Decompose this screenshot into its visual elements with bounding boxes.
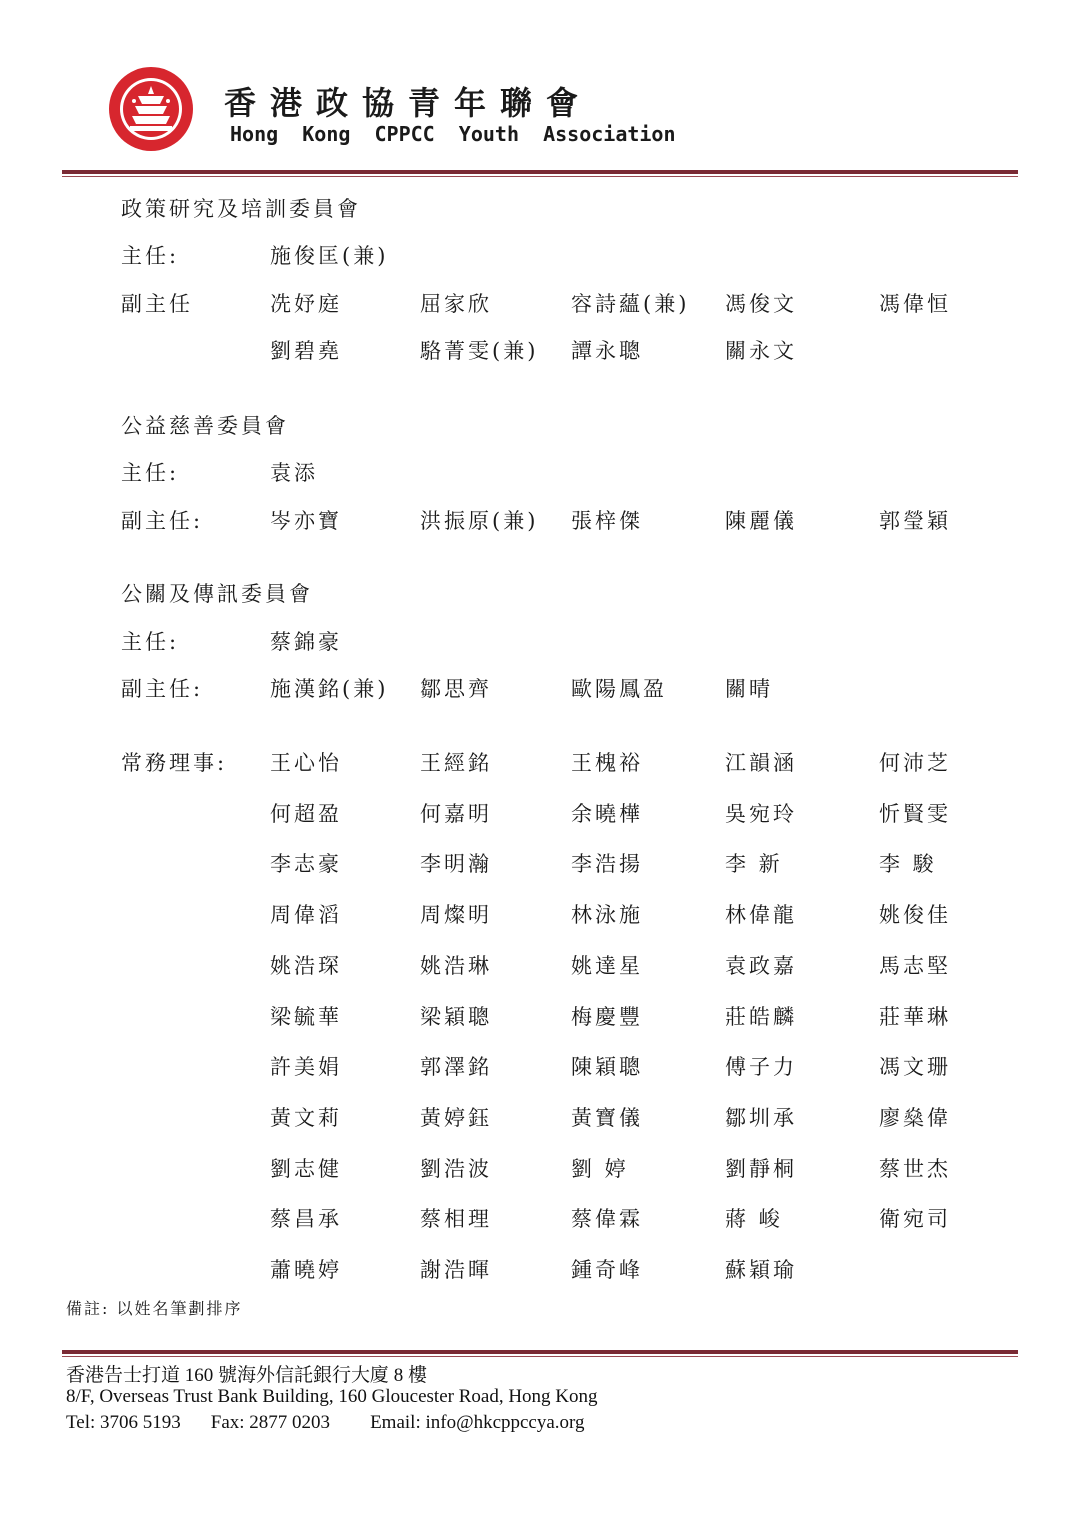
standing-director-name: 林偉龍: [725, 903, 797, 927]
standing-director-name: 周燦明: [420, 903, 492, 927]
association-title-en: Hong Kong CPPCC Youth Association: [230, 122, 676, 146]
header-divider: [62, 170, 1018, 177]
standing-director-name: 梁毓華: [270, 1005, 342, 1029]
association-logo: [108, 66, 194, 152]
policy-committee-title: 政策研究及培訓委員會: [121, 197, 361, 221]
pr-deputy: 歐陽鳳盈: [571, 677, 667, 701]
standing-director-name: 姚達星: [571, 954, 643, 978]
standing-director-name: 黃文莉: [270, 1106, 342, 1130]
policy-director: 施俊匡(兼): [270, 244, 389, 268]
charity-deputy: 郭瑩穎: [879, 509, 951, 533]
standing-director-name: 江韻涵: [725, 751, 797, 775]
standing-director-name: 蔡昌承: [270, 1207, 342, 1231]
pr-director: 蔡錦豪: [270, 630, 342, 654]
charity-deputy: 洪振原(兼): [420, 509, 539, 533]
standing-director-name: 馮文珊: [879, 1055, 951, 1079]
pr-deputy: 關晴: [725, 677, 773, 701]
policy-deputy: 駱菁雯(兼): [420, 339, 539, 363]
standing-director-name: 李志豪: [270, 852, 342, 876]
charity-deputy: 岑亦寶: [270, 509, 342, 533]
standing-director-name: 王槐裕: [571, 751, 643, 775]
standing-director-name: 蔡世杰: [879, 1157, 951, 1181]
charity-committee-title: 公益慈善委員會: [121, 414, 289, 438]
charity-deputy: 張梓傑: [571, 509, 643, 533]
standing-director-name: 陳穎聰: [571, 1055, 643, 1079]
standing-director-name: 莊華琳: [879, 1005, 951, 1029]
standing-director-name: 馬志堅: [879, 954, 951, 978]
standing-director-name: 林泳施: [571, 903, 643, 927]
standing-director-name: 蔡相理: [420, 1207, 492, 1231]
association-title-zh: 香港政協青年聯會: [224, 84, 593, 122]
standing-director-name: 鍾奇峰: [571, 1258, 643, 1282]
policy-deputy: 屈家欣: [420, 292, 492, 316]
pr-deputy: 施漢銘(兼): [270, 677, 389, 701]
standing-director-name: 王經銘: [420, 751, 492, 775]
standing-director-name: 何超盈: [270, 802, 342, 826]
standing-directors-label: 常務理事:: [121, 751, 228, 775]
standing-director-name: 劉志健: [270, 1157, 342, 1181]
footer-email: Email: info@hkcppccya.org: [370, 1412, 585, 1433]
standing-director-name: 梅慶豐: [571, 1005, 643, 1029]
standing-director-name: 余曉樺: [571, 802, 643, 826]
standing-director-name: 許美娟: [270, 1055, 342, 1079]
standing-director-name: 周偉滔: [270, 903, 342, 927]
standing-director-name: 王心怡: [270, 751, 342, 775]
standing-director-name: 吳宛玲: [725, 802, 797, 826]
standing-director-name: 姚浩琛: [270, 954, 342, 978]
policy-deputy: 冼妤庭: [270, 292, 342, 316]
standing-director-name: 蔣 峻: [725, 1207, 783, 1231]
charity-director-label: 主任:: [121, 461, 180, 485]
standing-director-name: 蔡偉霖: [571, 1207, 643, 1231]
standing-director-name: 劉 婷: [571, 1157, 629, 1181]
footer-tel: Tel: 3706 5193: [66, 1412, 181, 1433]
standing-director-name: 李浩揚: [571, 852, 643, 876]
charity-deputy: 陳麗儀: [725, 509, 797, 533]
pr-director-label: 主任:: [121, 630, 180, 654]
standing-director-name: 劉浩波: [420, 1157, 492, 1181]
footer-contact: [66, 1412, 585, 1434]
standing-director-name: 黃寶儀: [571, 1106, 643, 1130]
standing-director-name: 忻賢雯: [879, 802, 951, 826]
policy-deputy: 譚永聰: [571, 339, 643, 363]
standing-director-name: 何沛芝: [879, 751, 951, 775]
policy-deputy: 容詩蘊(兼): [571, 292, 690, 316]
charity-director: 袁添: [270, 461, 318, 485]
policy-deputy: 馮俊文: [725, 292, 797, 316]
policy-deputy-label: 副主任: [121, 292, 193, 316]
footer-address-zh: 香港告士打道 160 號海外信託銀行大廈 8 樓: [66, 1365, 428, 1386]
standing-director-name: 蕭曉婷: [270, 1258, 342, 1282]
standing-director-name: 姚浩琳: [420, 954, 492, 978]
standing-director-name: 謝浩暉: [420, 1258, 492, 1282]
standing-director-name: 傅子力: [725, 1055, 797, 1079]
standing-director-name: 劉靜桐: [725, 1157, 797, 1181]
standing-director-name: 袁政嘉: [725, 954, 797, 978]
standing-director-name: 梁穎聰: [420, 1005, 492, 1029]
standing-director-name: 鄒圳承: [725, 1106, 797, 1130]
standing-director-name: 姚俊佳: [879, 903, 951, 927]
standing-director-name: 廖燊偉: [879, 1106, 951, 1130]
pr-deputy: 鄒思齊: [420, 677, 492, 701]
footer-divider: [62, 1350, 1018, 1357]
standing-director-name: 黃婷鈺: [420, 1106, 492, 1130]
standing-director-name: 李明瀚: [420, 852, 492, 876]
standing-director-name: 何嘉明: [420, 802, 492, 826]
standing-director-name: 莊皓麟: [725, 1005, 797, 1029]
policy-deputy: 關永文: [725, 339, 797, 363]
standing-director-name: 衛宛司: [879, 1207, 951, 1231]
pr-deputy-label: 副主任:: [121, 677, 204, 701]
policy-deputy: 劉碧堯: [270, 339, 342, 363]
standing-director-name: 郭澤銘: [420, 1055, 492, 1079]
standing-director-name: 李 新: [725, 852, 783, 876]
standing-director-name: 李 駿: [879, 852, 937, 876]
footer-fax: Fax: 2877 0203: [210, 1412, 331, 1433]
policy-deputy: 馮偉恒: [879, 292, 951, 316]
policy-director-label: 主任:: [121, 244, 180, 268]
standing-director-name: 蘇穎瑜: [725, 1258, 797, 1282]
charity-deputy-label: 副主任:: [121, 509, 204, 533]
pr-committee-title: 公關及傳訊委員會: [121, 582, 313, 606]
footer-address-en: 8/F, Overseas Trust Bank Building, 160 Gloucester Road, Hong Kong: [66, 1386, 598, 1407]
sorting-note: 備註: 以姓名筆劃排序: [66, 1299, 243, 1318]
